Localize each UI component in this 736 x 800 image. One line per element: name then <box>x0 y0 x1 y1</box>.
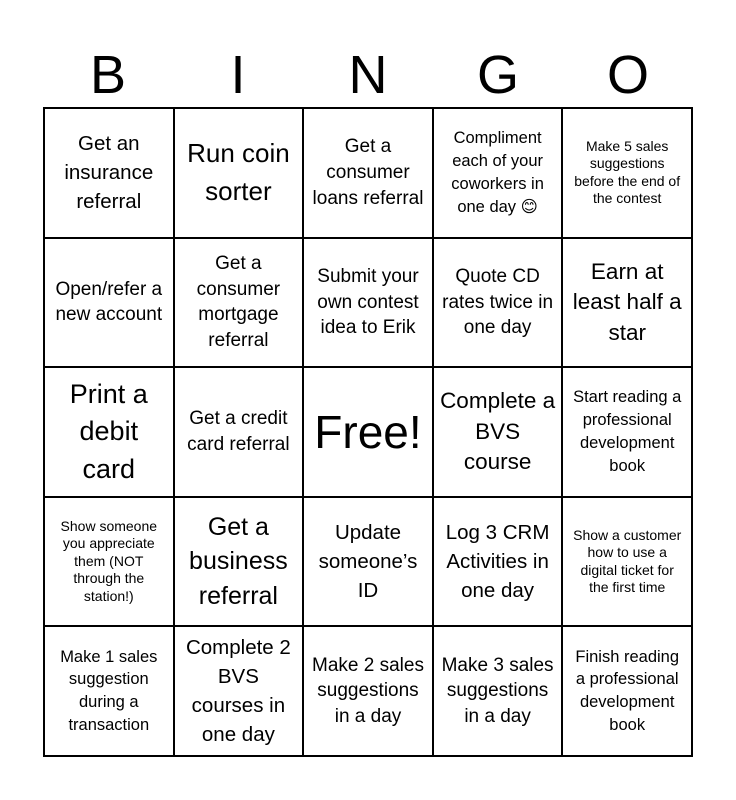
bingo-board <box>43 107 693 757</box>
bingo-cell-r5c2[interactable]: Complete 2 BVS courses in one day <box>174 626 304 756</box>
bingo-cell-r5c1[interactable]: Make 1 sales suggestion during a transaction <box>44 626 174 756</box>
bingo-cell-r1c1[interactable]: Get an insurance referral <box>44 108 174 238</box>
bingo-cell-r2c3[interactable]: Submit your own contest idea to Erik <box>303 238 433 368</box>
header-letter-i: I <box>230 45 246 105</box>
bingo-cell-r4c5[interactable]: Show a customer how to use a digital ticket for the first time <box>562 497 692 627</box>
bingo-cell-r1c5[interactable]: Make 5 sales suggestions before the end of the contest <box>562 108 692 238</box>
bingo-cell-r2c4[interactable]: Quote CD rates twice in one day <box>433 238 563 368</box>
bingo-cell-r3c5[interactable]: Start reading a professional development book <box>562 367 692 497</box>
bingo-cell-r1c3[interactable]: Get a consumer loans referral <box>303 108 433 238</box>
bingo-cell-r2c2[interactable]: Get a consumer mortgage referral <box>174 238 304 368</box>
header-letter-g: G <box>476 45 519 105</box>
bingo-header <box>43 44 693 106</box>
bingo-cell-r5c5[interactable]: Finish reading a professional development book <box>562 626 692 756</box>
bingo-cell-r3c2[interactable]: Get a credit card referral <box>174 367 304 497</box>
header-letter-b: B <box>89 45 127 105</box>
bingo-cell-r1c2[interactable]: Run coin sorter <box>174 108 304 238</box>
header-letter-o: O <box>606 45 649 105</box>
bingo-cell-r2c1[interactable]: Open/refer a new account <box>44 238 174 368</box>
bingo-cell-r1c4[interactable]: Compliment each of your coworkers in one day 😊 <box>433 108 563 238</box>
bingo-cell-r3c1[interactable]: Print a debit card <box>44 367 174 497</box>
bingo-cell-r4c3[interactable]: Update someone’s ID <box>303 497 433 627</box>
bingo-cell-r4c1[interactable]: Show someone you appreciate them (NOT through the station!) <box>44 497 174 627</box>
bingo-cell-free[interactable]: Free! <box>303 367 433 497</box>
bingo-cell-r5c3[interactable]: Make 2 sales suggestions in a day <box>303 626 433 756</box>
header-letter-n: N <box>348 45 388 105</box>
bingo-cell-r5c4[interactable]: Make 3 sales suggestions in a day <box>433 626 563 756</box>
bingo-cell-r4c4[interactable]: Log 3 CRM Activities in one day <box>433 497 563 627</box>
bingo-cell-r2c5[interactable]: Earn at least half a star <box>562 238 692 368</box>
bingo-cell-r4c2[interactable]: Get a business referral <box>174 497 304 627</box>
bingo-cell-r3c4[interactable]: Complete a BVS course <box>433 367 563 497</box>
